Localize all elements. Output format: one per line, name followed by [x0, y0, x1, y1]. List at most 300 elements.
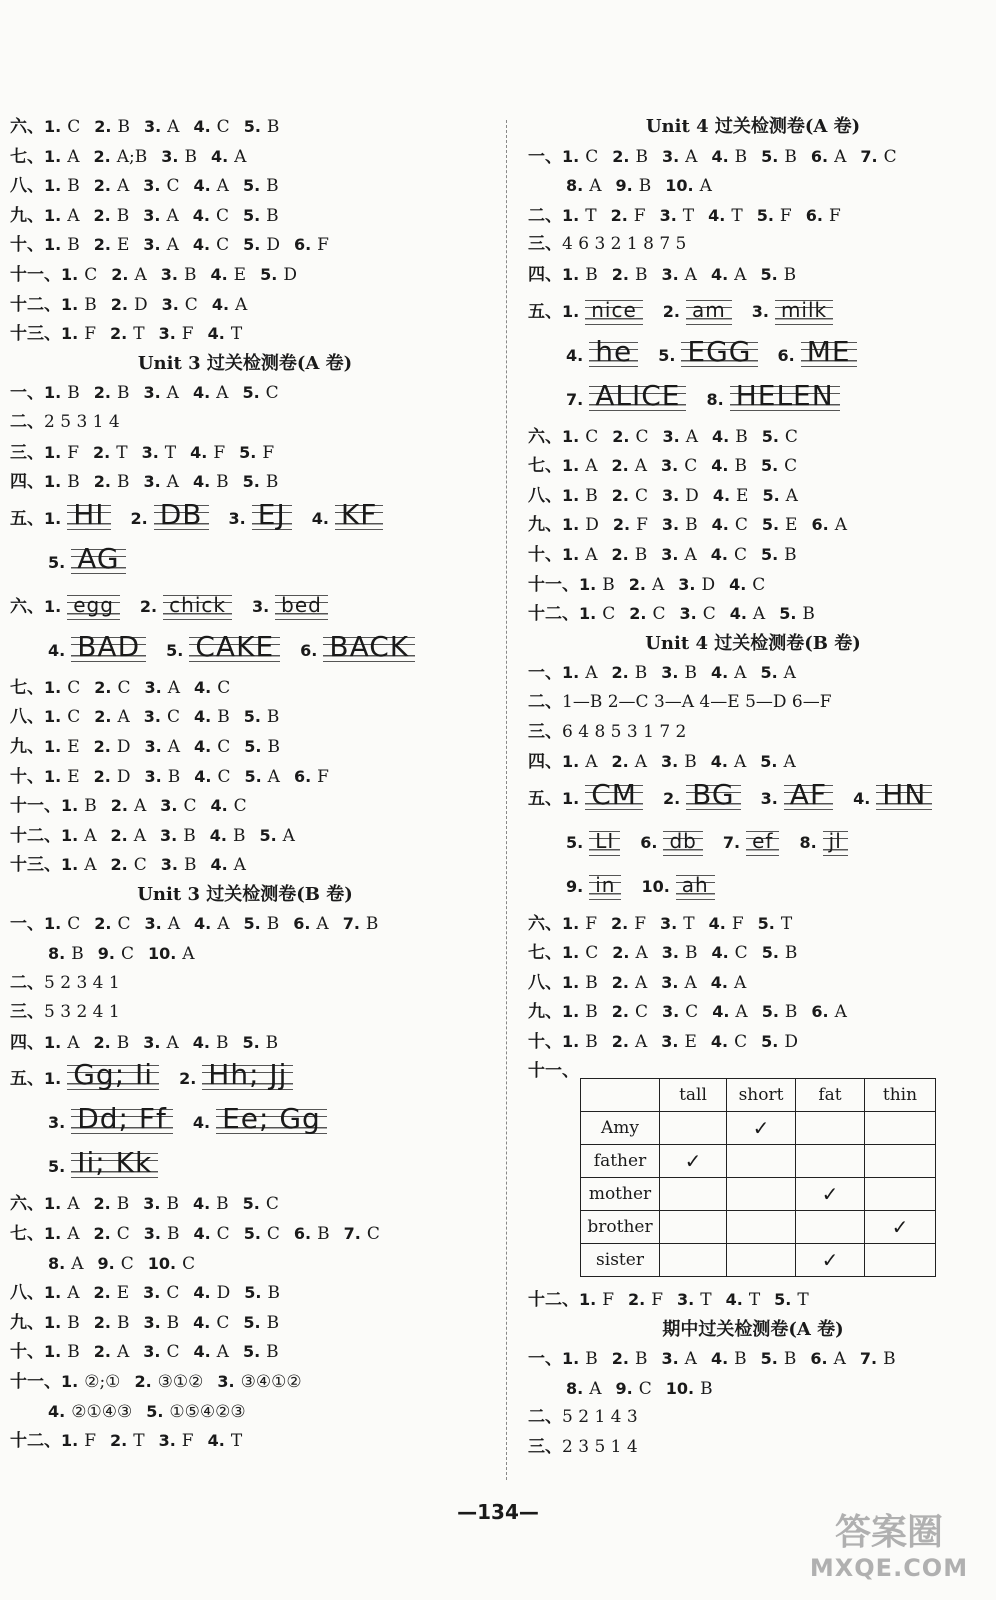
question-number: 3. — [144, 677, 162, 697]
answer-value: B — [585, 264, 598, 285]
answer-row — [10, 230, 480, 260]
answer-value: B — [784, 146, 797, 167]
answer-value: B — [267, 736, 280, 757]
question-number: 3. — [661, 663, 679, 683]
table-header-cell: thin — [865, 1079, 936, 1112]
question-number: 1. — [562, 1032, 580, 1052]
answer-item — [193, 235, 229, 255]
answer-value: A — [684, 1349, 697, 1370]
answer-row — [528, 378, 978, 422]
answer-value: C — [217, 766, 231, 787]
answer-item — [61, 826, 97, 846]
answer-item — [210, 796, 246, 816]
answer-item — [662, 427, 698, 447]
answer-value: T — [585, 205, 597, 226]
question-number: 2. — [662, 301, 680, 321]
question-number: 1. — [562, 515, 580, 535]
handwriting-answer: Gg; Ii — [67, 1058, 159, 1092]
answer-item — [761, 456, 797, 476]
answer-value: C — [685, 1002, 699, 1023]
question-number: 3. — [143, 383, 161, 403]
answer-item — [194, 678, 230, 698]
question-number: 4. — [711, 426, 730, 446]
answer-item — [193, 1313, 229, 1333]
answer-row — [528, 1433, 978, 1463]
answer-value: F — [633, 205, 646, 226]
answer-item — [660, 206, 695, 226]
question-number: 3. — [661, 972, 679, 992]
question-number: 5. — [244, 736, 262, 756]
question-number: 9. — [615, 176, 633, 196]
answer-item — [193, 176, 229, 196]
question-number: 7. — [722, 832, 741, 852]
answer-row — [528, 481, 978, 511]
table-header-row — [581, 1079, 936, 1112]
question-number: 3. — [143, 1342, 161, 1362]
question-number: 1. — [61, 855, 79, 875]
answer-item — [243, 1313, 279, 1333]
question-number: 3. — [662, 426, 680, 446]
answer-item — [110, 324, 145, 344]
answer-item — [774, 1290, 809, 1310]
answer-item — [244, 1283, 280, 1303]
question-number: 3. — [661, 146, 680, 166]
answer-item — [779, 604, 815, 624]
answer-item — [160, 796, 196, 816]
answer-row — [10, 1057, 480, 1101]
answer-value: T — [230, 324, 243, 345]
answer-value: C — [84, 264, 98, 285]
question-number: 6. — [293, 766, 312, 786]
question-number: 1. — [44, 707, 62, 727]
question-number: 2. — [611, 972, 629, 992]
table-row — [581, 1145, 936, 1178]
answer-row — [10, 998, 480, 1028]
question-number: 3. — [661, 1349, 679, 1369]
answer-row — [528, 599, 978, 629]
question-number: 3. — [677, 1290, 695, 1309]
answer-row — [528, 1285, 978, 1315]
answer-row — [10, 438, 480, 468]
question-number: 4. — [708, 205, 726, 225]
question-number: 5. — [48, 1157, 66, 1177]
question-number: 4. — [725, 1290, 743, 1309]
answer-value: ③④①② — [240, 1372, 302, 1392]
answer-value: A — [733, 972, 747, 993]
answer-item — [193, 206, 229, 226]
question-number: 5. — [259, 825, 277, 845]
answer-value: D — [701, 574, 716, 595]
section-number: 三、 — [10, 442, 44, 463]
answer-item — [661, 1349, 697, 1369]
answer-item — [712, 427, 748, 447]
answer-row — [528, 909, 978, 939]
answer-item — [762, 486, 798, 506]
table-row — [581, 1112, 936, 1145]
answer-value: C — [67, 677, 81, 698]
answer-row — [10, 290, 480, 320]
answer-value: T — [731, 205, 743, 226]
answer-value: B — [184, 146, 197, 167]
answer-value: A — [585, 456, 598, 477]
answer-item — [616, 176, 652, 196]
question-number: 6. — [810, 1349, 828, 1369]
answer-value: B — [84, 796, 97, 817]
question-number: 9. — [566, 876, 584, 896]
question-number: 3. — [143, 117, 162, 136]
answer-item — [48, 1402, 132, 1422]
answer-value: B — [684, 943, 698, 964]
question-number: 4. — [193, 707, 212, 727]
answer-value: C — [585, 146, 599, 167]
question-number: 5. — [760, 752, 778, 772]
question-number: 8. — [48, 944, 66, 964]
section-number: 十、 — [528, 1032, 562, 1053]
answer-row — [528, 540, 978, 570]
answer-row — [10, 1308, 480, 1338]
answer-item — [193, 117, 229, 137]
answer-row — [10, 1189, 480, 1219]
question-number: 2. — [110, 324, 128, 344]
answer-item — [94, 383, 130, 403]
question-number: 2. — [93, 146, 111, 166]
answer-value: A — [182, 944, 195, 965]
section-number: 七、 — [10, 677, 44, 698]
answer-row — [10, 1101, 480, 1145]
answer-row — [528, 1374, 978, 1404]
answer-item — [612, 456, 648, 476]
answer-item — [144, 1224, 180, 1244]
question-number: 1. — [44, 596, 62, 616]
question-number: 4. — [194, 766, 212, 786]
answer-value: T — [682, 205, 695, 226]
question-number: 2. — [629, 604, 647, 624]
answer-item — [98, 1254, 134, 1274]
handwriting-answer: nice — [585, 293, 643, 327]
question-number: 3. — [661, 943, 679, 963]
answer-item — [111, 295, 148, 315]
question-number: 1. — [562, 943, 580, 963]
answer-value: A — [267, 766, 280, 787]
answer-item — [612, 265, 648, 285]
question-number: 1. — [562, 485, 580, 505]
empty-cell — [865, 1178, 936, 1211]
answer-value: B — [266, 117, 280, 137]
question-number: 4. — [207, 1431, 225, 1451]
answer-value: A — [684, 264, 697, 285]
answer-item — [94, 1283, 130, 1303]
handwriting-answer: he — [589, 335, 638, 369]
answer-value: F — [213, 442, 226, 463]
answer-item — [48, 541, 132, 585]
section-number: 八、 — [10, 707, 44, 728]
handwriting-answer: HN — [876, 778, 932, 812]
answer-item — [562, 290, 649, 334]
answer-value: A — [167, 677, 180, 698]
question-number: 5. — [242, 1342, 261, 1362]
handwriting-answer: KF — [335, 498, 383, 532]
answer-item — [131, 497, 215, 541]
empty-cell — [660, 1178, 727, 1211]
answer-item — [143, 1194, 179, 1214]
answer-item — [143, 472, 179, 492]
answer-item — [244, 707, 280, 727]
answer-item — [562, 973, 598, 993]
answer-value: A — [216, 176, 229, 197]
answer-item — [260, 265, 297, 285]
answer-row — [10, 673, 480, 703]
answer-item — [243, 206, 279, 226]
answer-value: E — [785, 515, 798, 536]
handwriting-answer: ef — [746, 824, 779, 858]
answer-item — [762, 515, 798, 535]
answer-item — [562, 206, 597, 226]
answer-item — [760, 752, 796, 772]
answer-value: B — [116, 1032, 130, 1053]
question-number: 1. — [562, 972, 580, 992]
answer-value: B — [734, 1349, 747, 1370]
answer-value: A;B — [116, 146, 148, 167]
handwriting-answer: BAD — [71, 630, 146, 664]
answer-item — [661, 973, 697, 993]
answer-item — [142, 443, 177, 463]
question-number: 2. — [611, 913, 629, 933]
empty-cell — [727, 1145, 796, 1178]
answer-value: B — [883, 1349, 896, 1370]
question-number: 5. — [242, 1032, 260, 1052]
question-number: 1. — [562, 264, 580, 284]
section-number: 十一、 — [10, 796, 61, 817]
answer-item — [761, 777, 839, 821]
handwriting-answer: HELEN — [730, 379, 840, 413]
section-number: 十二、 — [10, 825, 61, 846]
question-number: 1. — [44, 1312, 62, 1332]
handwriting-answer: BG — [686, 778, 740, 812]
question-number: 5. — [779, 604, 797, 624]
answer-item — [94, 1224, 130, 1244]
answer-item — [162, 295, 198, 315]
answer-item — [726, 1290, 761, 1310]
answer-value: B — [167, 766, 181, 787]
answer-item — [562, 545, 598, 565]
answer-item — [94, 235, 130, 255]
person-name-cell: mother — [581, 1178, 660, 1211]
handwriting-answer: in — [589, 868, 621, 902]
answer-row — [528, 451, 978, 481]
answer-item — [662, 486, 699, 506]
answer-value: C — [634, 1002, 648, 1023]
answer-value: C — [116, 1224, 130, 1245]
answer-value: B — [217, 707, 230, 728]
answer-item — [566, 334, 644, 378]
answer-item — [612, 752, 648, 772]
answer-item — [144, 914, 180, 934]
check-mark-icon: ✓ — [727, 1112, 796, 1145]
answer-item — [706, 378, 845, 422]
section-number: 六、 — [10, 117, 44, 137]
answer-value: A — [585, 663, 598, 684]
answer-value: B — [266, 205, 279, 226]
answer-value: D — [283, 264, 297, 285]
empty-cell — [865, 1145, 936, 1178]
question-number: 4. — [211, 294, 230, 314]
question-number: 8. — [566, 1378, 584, 1398]
question-number: 2. — [611, 456, 629, 476]
answer-item — [761, 545, 797, 565]
answer-value: B — [700, 1378, 713, 1399]
answer-value: A — [116, 1342, 130, 1363]
question-number: 2. — [93, 442, 111, 462]
answer-value: F — [181, 324, 194, 345]
answer-item — [612, 663, 648, 683]
answer-value: T — [700, 1290, 712, 1310]
answer-item — [143, 176, 179, 196]
question-number: 10. — [147, 944, 177, 964]
answer-item — [243, 235, 280, 255]
question-number: 4. — [710, 264, 729, 284]
question-number: 1. — [44, 1194, 62, 1214]
physical-traits-check-table — [580, 1078, 936, 1277]
question-number: 4. — [710, 544, 728, 564]
answer-value: B — [685, 515, 698, 536]
answer-value: B — [265, 1032, 279, 1053]
answer-value: T — [116, 442, 128, 463]
question-number: 5. — [260, 264, 278, 284]
answer-row — [528, 747, 978, 777]
question-number: 5. — [242, 205, 261, 225]
answer-item — [579, 575, 615, 595]
answer-item — [143, 206, 179, 226]
answer-item — [194, 707, 230, 727]
answer-value: E — [116, 235, 130, 256]
section-number: 二、 — [528, 691, 562, 712]
answer-item — [661, 545, 697, 565]
answer-item — [61, 855, 97, 875]
answer-value: ③①② — [157, 1372, 204, 1392]
question-number: 5. — [243, 1224, 261, 1244]
question-number: 8. — [799, 832, 817, 852]
answer-item — [662, 1002, 698, 1022]
question-number: 5. — [166, 640, 184, 660]
answer-item — [711, 147, 747, 167]
question-number: 2. — [93, 383, 111, 403]
answer-value: F — [779, 205, 792, 226]
answer-value: B — [783, 1349, 797, 1370]
answer-item — [243, 914, 279, 934]
answer-value: A — [67, 1283, 80, 1304]
answer-value: A — [216, 383, 229, 404]
answer-row — [528, 865, 978, 909]
question-number: 1. — [44, 472, 62, 492]
answer-row — [528, 1027, 978, 1057]
question-number: 2. — [94, 677, 112, 697]
answer-row — [10, 541, 480, 585]
section-title: 期中过关检测卷(A 卷) — [662, 1318, 844, 1340]
answer-item — [562, 1032, 598, 1052]
empty-cell — [796, 1211, 865, 1244]
question-number: 4. — [48, 640, 66, 660]
answer-row — [10, 1219, 480, 1249]
answer-value: C — [883, 146, 897, 167]
question-number: 3. — [661, 485, 680, 505]
answer-item — [145, 767, 181, 787]
question-number: 1. — [562, 146, 580, 166]
answer-value: B — [585, 1032, 598, 1053]
answer-item — [44, 1057, 165, 1101]
empty-cell — [865, 1244, 936, 1277]
answer-item — [208, 1431, 243, 1451]
section-number: 一、 — [10, 383, 44, 404]
answer-item — [144, 678, 180, 698]
section-title: Unit 4 过关检测卷(B 卷) — [645, 632, 861, 654]
answer-value: C — [182, 1253, 196, 1274]
answer-item — [212, 295, 248, 315]
answer-value: C — [784, 426, 798, 447]
column-divider — [506, 120, 507, 1480]
answer-item — [94, 767, 131, 787]
empty-cell — [727, 1178, 796, 1211]
answer-row — [528, 334, 978, 378]
answer-row — [528, 1344, 978, 1374]
answer-row — [10, 702, 480, 732]
answer-value: C — [602, 604, 616, 625]
answer-item — [579, 1290, 614, 1310]
question-number: 9. — [97, 1253, 115, 1273]
question-number: 4. — [192, 205, 210, 225]
answer-item — [94, 206, 130, 226]
answer-value: A — [166, 235, 179, 256]
question-number: 4. — [192, 1113, 211, 1133]
answer-value: C — [266, 1224, 280, 1245]
answer-item — [143, 1033, 179, 1053]
section-number: 七、 — [528, 943, 562, 964]
answer-value: F — [602, 1290, 615, 1310]
question-number: 5. — [761, 1032, 779, 1052]
section-number: 八、 — [10, 176, 44, 197]
answer-row — [528, 201, 978, 231]
question-number: 4. — [710, 663, 729, 683]
answer-value: A — [589, 176, 602, 197]
answer-item — [193, 1342, 229, 1362]
question-number: 3. — [678, 574, 696, 594]
answer-value: D — [784, 1032, 798, 1053]
answer-value: B — [216, 1194, 229, 1215]
question-number: 2. — [628, 574, 646, 594]
answer-item — [94, 707, 130, 727]
answer-value: T — [230, 1431, 243, 1452]
scan-top-edge — [0, 0, 996, 40]
question-number: 3. — [661, 544, 679, 564]
question-number: 3. — [660, 913, 678, 933]
answer-value: A — [734, 264, 747, 285]
answer-value: C — [166, 1283, 180, 1304]
answer-item — [612, 427, 648, 447]
question-number: 4. — [192, 1194, 211, 1214]
answer-value: B — [684, 752, 697, 773]
answer-row — [10, 1337, 480, 1367]
watermark-url: MXQE.COM — [809, 1554, 969, 1582]
answer-item — [208, 324, 243, 344]
question-number: 4. — [566, 345, 584, 365]
answer-item — [677, 1290, 712, 1310]
section-number: 十二、 — [528, 1290, 579, 1310]
question-number: 4. — [209, 825, 227, 845]
question-number: 2. — [110, 855, 128, 875]
question-number: 5. — [760, 1349, 778, 1369]
question-number: 2. — [611, 1002, 629, 1022]
answer-item — [566, 1379, 602, 1399]
question-number: 7. — [343, 1224, 361, 1244]
